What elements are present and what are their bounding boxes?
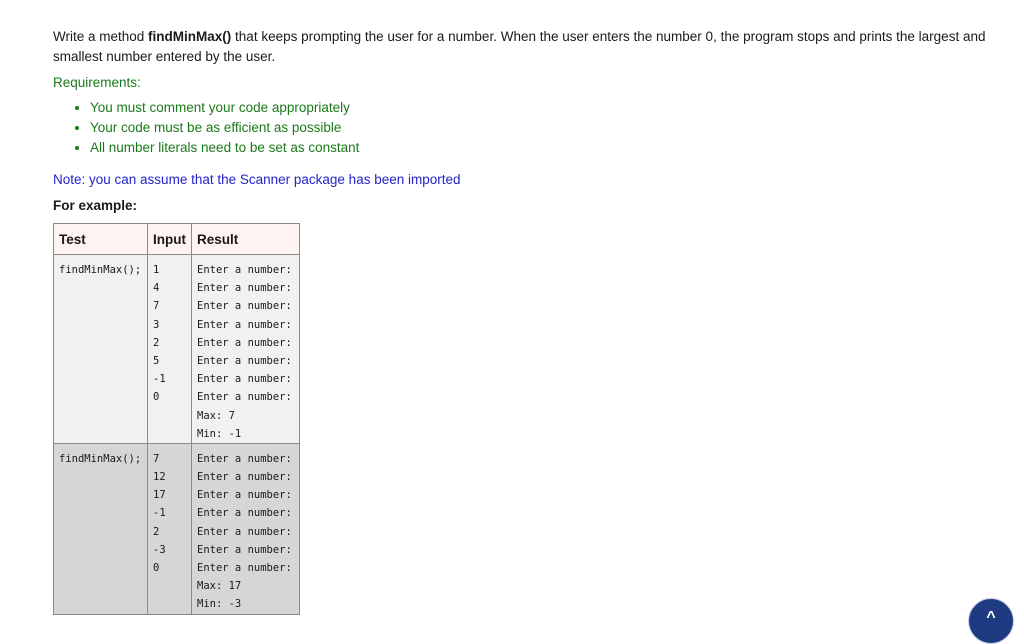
method-name: findMinMax() [148,29,232,44]
result-line: Min: -3 [197,598,242,611]
input-value: -1 [153,373,166,386]
result-line: Enter a number: [197,562,292,574]
input-value: 7 [153,452,160,465]
input-value: 5 [153,354,160,367]
result-line: Max: 7 [197,409,235,422]
table-row [54,255,300,444]
requirement-item: • You must comment your code appropriately [90,98,1003,118]
test-cell [54,443,148,614]
chevron-up-icon: ^ [986,609,996,626]
input-value: -3 [153,543,166,556]
header-test: Test [54,224,148,255]
input-value: 12 [153,471,166,484]
result-line: Enter a number: [197,336,292,349]
result-line: Enter a number: [197,525,292,538]
result-line: Enter a number: [197,452,292,465]
result-line: Enter a number: [197,489,292,502]
result-line: Max: 17 [197,580,242,593]
header-input: Input [148,224,192,255]
example-table [53,223,300,615]
scroll-to-top-button[interactable] [968,598,1014,644]
result-line: Enter a number: [197,507,292,520]
header-result: Result [192,224,300,255]
input-value: 3 [153,318,160,331]
requirement-item: • All number literals need to be set as constant [90,138,1003,158]
input-value: -1 [153,507,166,520]
result-line: Enter a number: [197,543,292,556]
requirements-list [53,98,1003,158]
result-line: Enter a number: [197,282,292,295]
requirement-item: • Your code must be as efficient as possible [90,118,1003,138]
input-cell [148,443,192,614]
intro-text-start: Write a method [53,29,149,44]
result-line: Enter a number: [197,318,292,331]
input-value: 0 [153,562,160,574]
test-call: findMinMax(); [59,452,142,465]
result-line: Enter a number: [197,354,292,367]
input-value: 7 [153,300,160,313]
question-intro [53,27,1003,67]
scanner-note: Note: you can assume that the Scanner package has been imported [53,172,461,187]
intro-text-end: that keeps prompting the user for a number. When the user enters the number 0, the program stops and prints the largest and smallest number entered by the user. [53,29,986,64]
result-cell [192,443,300,614]
test-cell [54,255,148,444]
example-label: For example: [53,198,138,213]
table-header-row [54,224,300,255]
input-cell [148,255,192,444]
input-value: 4 [153,282,160,295]
question-content [53,27,1003,615]
requirements-heading: Requirements: [53,75,141,90]
result-line: Enter a number: [197,264,292,276]
result-line: Enter a number: [197,373,292,386]
result-cell [192,255,300,444]
input-value: 2 [153,336,160,349]
table-row [54,443,300,614]
input-value: 0 [153,391,160,404]
test-call: findMinMax(); [59,264,142,276]
result-line: Enter a number: [197,391,292,404]
input-value: 1 [153,264,160,276]
result-line: Enter a number: [197,300,292,313]
result-line: Enter a number: [197,471,292,484]
result-line: Min: -1 [197,427,242,440]
input-value: 17 [153,489,166,502]
input-value: 2 [153,525,160,538]
